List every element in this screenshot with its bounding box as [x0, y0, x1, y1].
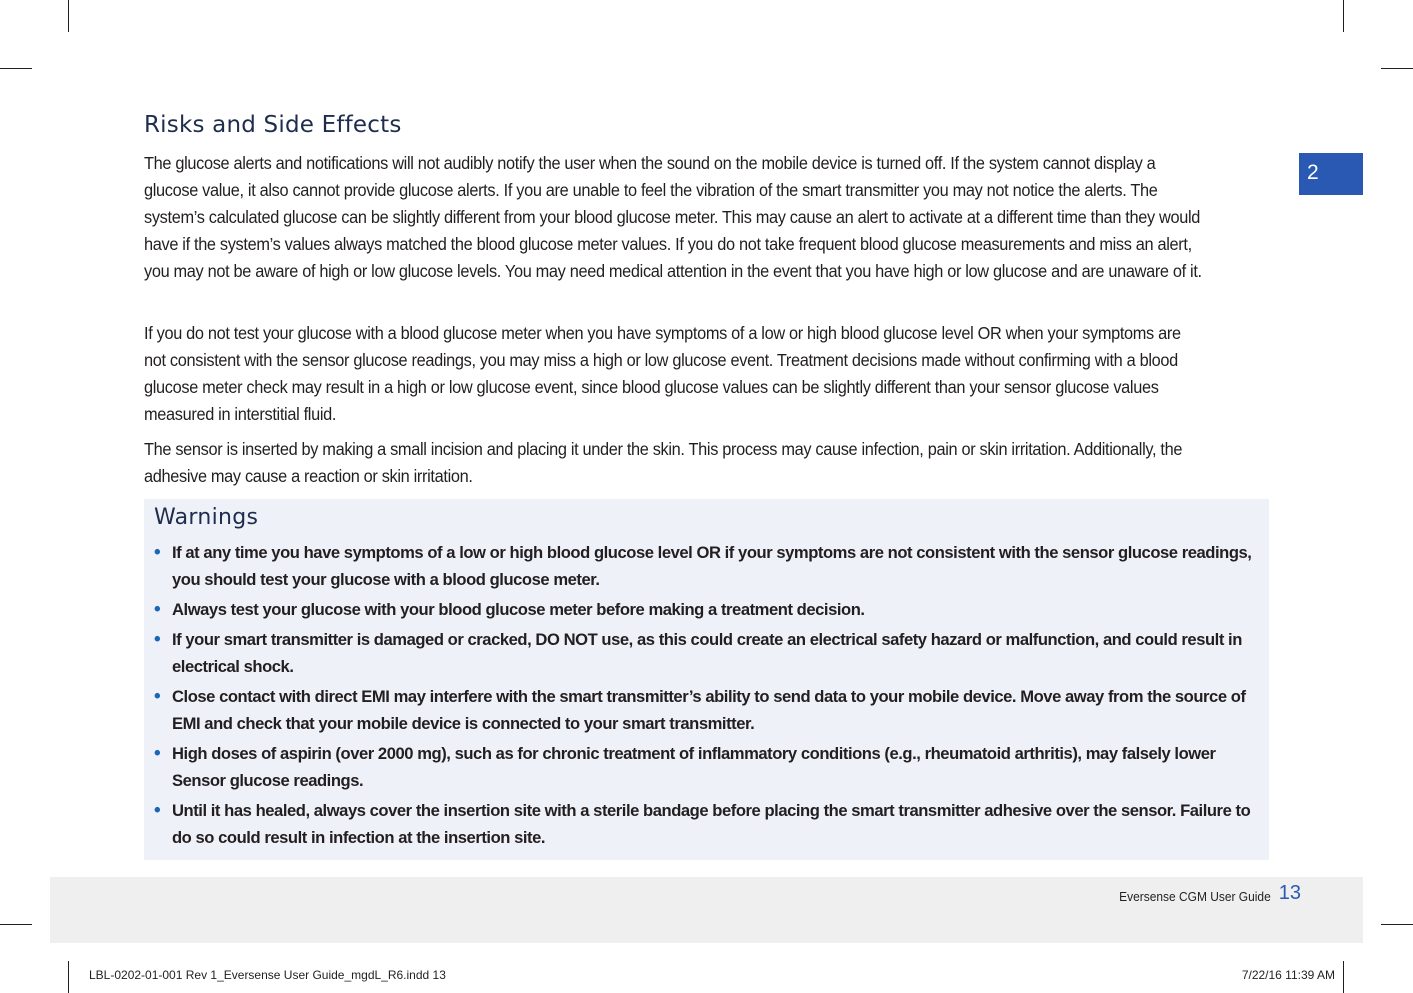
warning-item	[154, 596, 1259, 623]
body-paragraph-1: The glucose alerts and notifications will not audibly notify the user when the sound on the mobile device is turned off. If the system cannot display a glucose value, it also cannot provide glucose alerts. If you are unable to feel the vibration of the smart transmitter you may not notice the alerts. The system’s calculated glucose can be slightly different from your blood glucose meter. This may cause an alert to activate at a different time than they would have if the system’s values always matched the blood glucose meter values. If you do not take frequent blood glucose measurements and miss an alert, you may not be aware of high or low glucose levels. You may need medical attention in the event that you have high or low glucose and are unaware of it.	[144, 153, 1202, 281]
warning-item	[154, 797, 1259, 851]
warning-text: Until it has healed, always cover the insertion site with a sterile bandage before placing the smart transmitter adhesive over the sensor. Failure to do so could result in infection at the insertion site.	[172, 801, 1251, 847]
bullet-icon: •	[154, 800, 161, 821]
crop-mark-right-bottom	[1381, 924, 1413, 925]
warning-item	[154, 626, 1259, 680]
warnings-list	[154, 539, 1259, 854]
bullet-icon: •	[154, 743, 161, 764]
print-slug-file: LBL-0202-01-001 Rev 1_Eversense User Guide_mgdL_R6.indd 13	[89, 968, 446, 982]
body-paragraph-3: The sensor is inserted by making a small incision and placing it under the skin. This process may cause infection, pain or skin irritation. Additionally, the adhesive may cause a reaction or skin irritation.	[144, 439, 1183, 486]
warning-text: If at any time you have symptoms of a low or high blood glucose level OR if your symptoms are not consistent with the sensor glucose readings, you should test your glucose with a blood glucose meter.	[172, 543, 1252, 589]
warning-item	[154, 683, 1259, 737]
crop-mark-bottom-left	[68, 961, 69, 993]
section-title: Risks and Side Effects	[144, 112, 402, 138]
crop-mark-top-right	[1343, 0, 1344, 32]
page-number: 13	[1278, 882, 1301, 904]
warning-text: If your smart transmitter is damaged or cracked, DO NOT use, as this could create an electrical safety hazard or malfunction, and could result in electrical shock.	[172, 630, 1242, 676]
bullet-icon: •	[154, 686, 161, 707]
bullet-icon: •	[154, 542, 161, 563]
warning-item	[154, 740, 1259, 794]
crop-mark-bottom-right	[1343, 961, 1344, 993]
crop-mark-top-left	[68, 0, 69, 32]
crop-mark-right-top	[1381, 68, 1413, 69]
chapter-tab	[1299, 153, 1363, 195]
warnings-box	[144, 499, 1269, 860]
footer-guide-name: Eversense CGM User Guide	[1119, 889, 1271, 904]
crop-mark-left-top	[0, 68, 32, 69]
bullet-icon: •	[154, 599, 161, 620]
crop-mark-left-bottom	[0, 924, 32, 925]
warning-text: Always test your glucose with your blood glucose meter before making a treatment decision.	[172, 600, 865, 619]
chapter-number: 2	[1307, 161, 1319, 184]
warning-item	[154, 539, 1259, 593]
print-slug-date: 7/22/16 11:39 AM	[1241, 968, 1335, 982]
body-paragraph-2: If you do not test your glucose with a blood glucose meter when you have symptoms of a low or high blood glucose level OR when your symptoms are not consistent with the sensor glucose readings, you may miss a high or low glucose event. Treatment decisions made without confirming with a blood glucose meter check may result in a high or low glucose event, since blood glucose values can be slightly different than your sensor glucose values measured in interstitial fluid.	[144, 323, 1181, 424]
warning-text: Close contact with direct EMI may interfere with the smart transmitter’s ability to send data to your mobile device. Move away from the source of EMI and check that your mobile device is connected to your smart transmitter.	[172, 687, 1246, 733]
bullet-icon: •	[154, 629, 161, 650]
warning-text: High doses of aspirin (over 2000 mg), such as for chronic treatment of inflammatory conditions (e.g., rheumatoid arthritis), may falsely lower Sensor glucose readings.	[172, 744, 1216, 790]
page-footer	[50, 877, 1363, 943]
warnings-title: Warnings	[154, 505, 259, 530]
